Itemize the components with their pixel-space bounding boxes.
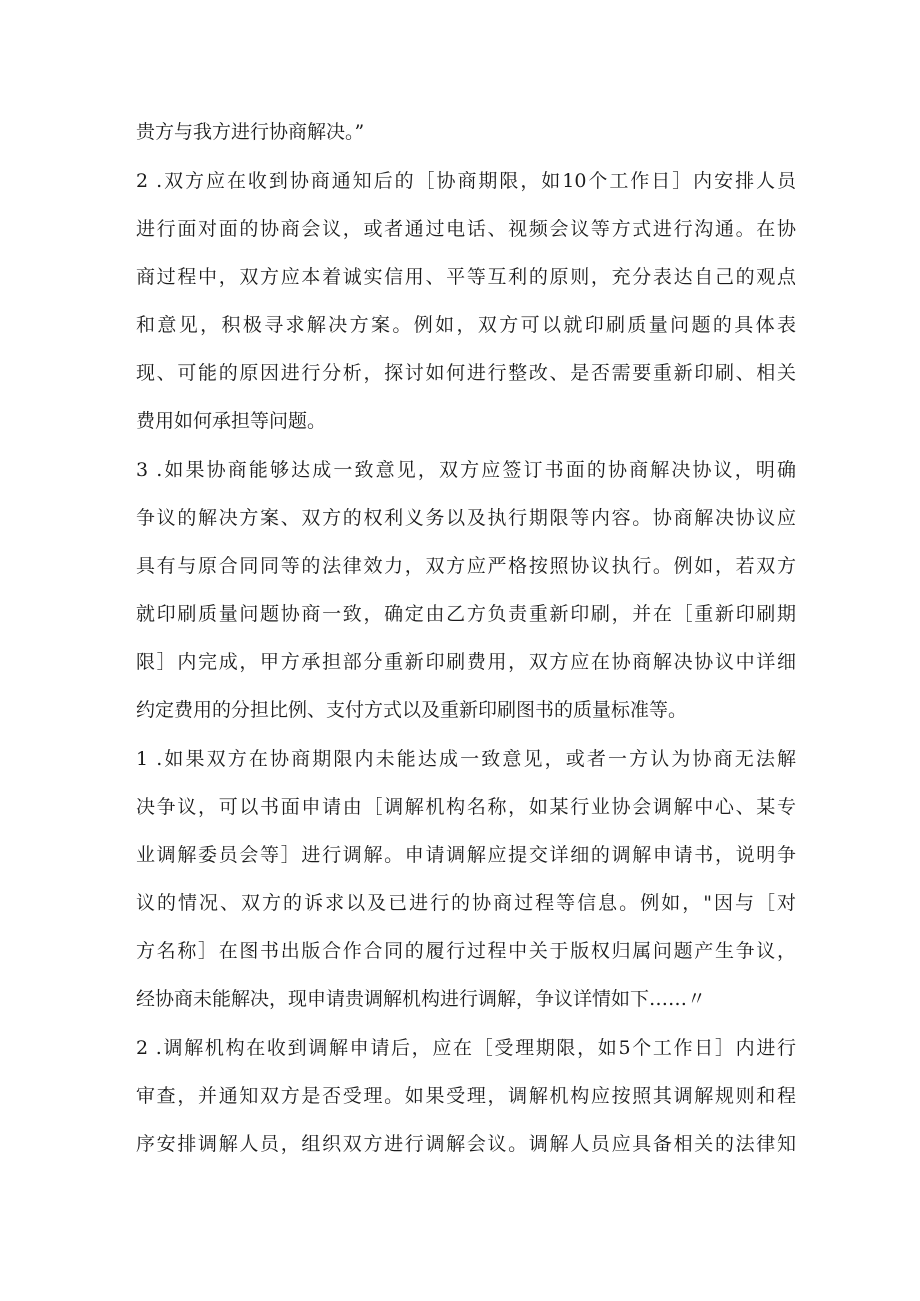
text-line: 审查，并通知双方是否受理。如果受理，调解机构应按照其调解规则和程 <box>136 1085 796 1107</box>
text-line: 进行面对面的协商会议，或者通过电话、视频会议等方式进行沟通。在协 <box>136 218 796 240</box>
text-line: 贵方与我方进行协商解决。” <box>136 121 365 143</box>
text-line: 2 .调解机构在收到调解申请后，应在［受理期限，如5个工作日］内进行 <box>136 1037 796 1059</box>
text-line: 序安排调解人员，组织双方进行调解会议。调解人员应具备相关的法律知 <box>136 1133 796 1155</box>
text-line: 约定费用的分担比例、支付方式以及重新印刷图书的质量标准等。 <box>136 699 688 721</box>
text-line: 议的情况、双方的诉求以及已进行的协商过程等信息。例如，"因与［对 <box>136 892 796 914</box>
text-line: 经协商未能解决，现申请贵调解机构进行调解，争议详情如下……〃 <box>136 988 707 1010</box>
text-line: 就印刷质量问题协商一致，确定由乙方负责重新印刷，并在［重新印刷期 <box>136 603 796 625</box>
text-line: 争议的解决方案、双方的权利义务以及执行期限等内容。协商解决协议应 <box>136 507 796 529</box>
text-line: 2 .双方应在收到协商通知后的［协商期限，如10个工作日］内安排人员 <box>136 170 796 192</box>
text-line: 业调解委员会等］进行调解。申请调解应提交详细的调解申请书，说明争 <box>136 844 796 866</box>
text-line: 方名称］在图书出版合作合同的履行过程中关于版权归属问题产生争议， <box>136 940 796 962</box>
text-line: 具有与原合同同等的法律效力，双方应严格按照协议执行。例如，若双方 <box>136 555 796 577</box>
text-line: 费用如何承担等问题。 <box>136 410 327 432</box>
text-line: 决争议，可以书面申请由［调解机构名称，如某行业协会调解中心、某专 <box>136 796 796 818</box>
text-line: 1 .如果双方在协商期限内未能达成一致意见，或者一方认为协商无法解 <box>136 748 796 770</box>
text-line: 3 .如果协商能够达成一致意见，双方应签订书面的协商解决协议，明确 <box>136 459 796 481</box>
text-line: 和意见，积极寻求解决方案。例如，双方可以就印刷质量问题的具体表 <box>136 314 796 336</box>
text-line: 限］内完成，甲方承担部分重新印刷费用，双方应在协商解决协议中详细 <box>136 651 796 673</box>
text-line: 商过程中，双方应本着诚实信用、平等互利的原则，充分表达自己的观点 <box>136 266 796 288</box>
text-line: 现、可能的原因进行分析，探讨如何进行整改、是否需要重新印刷、相关 <box>136 362 796 384</box>
